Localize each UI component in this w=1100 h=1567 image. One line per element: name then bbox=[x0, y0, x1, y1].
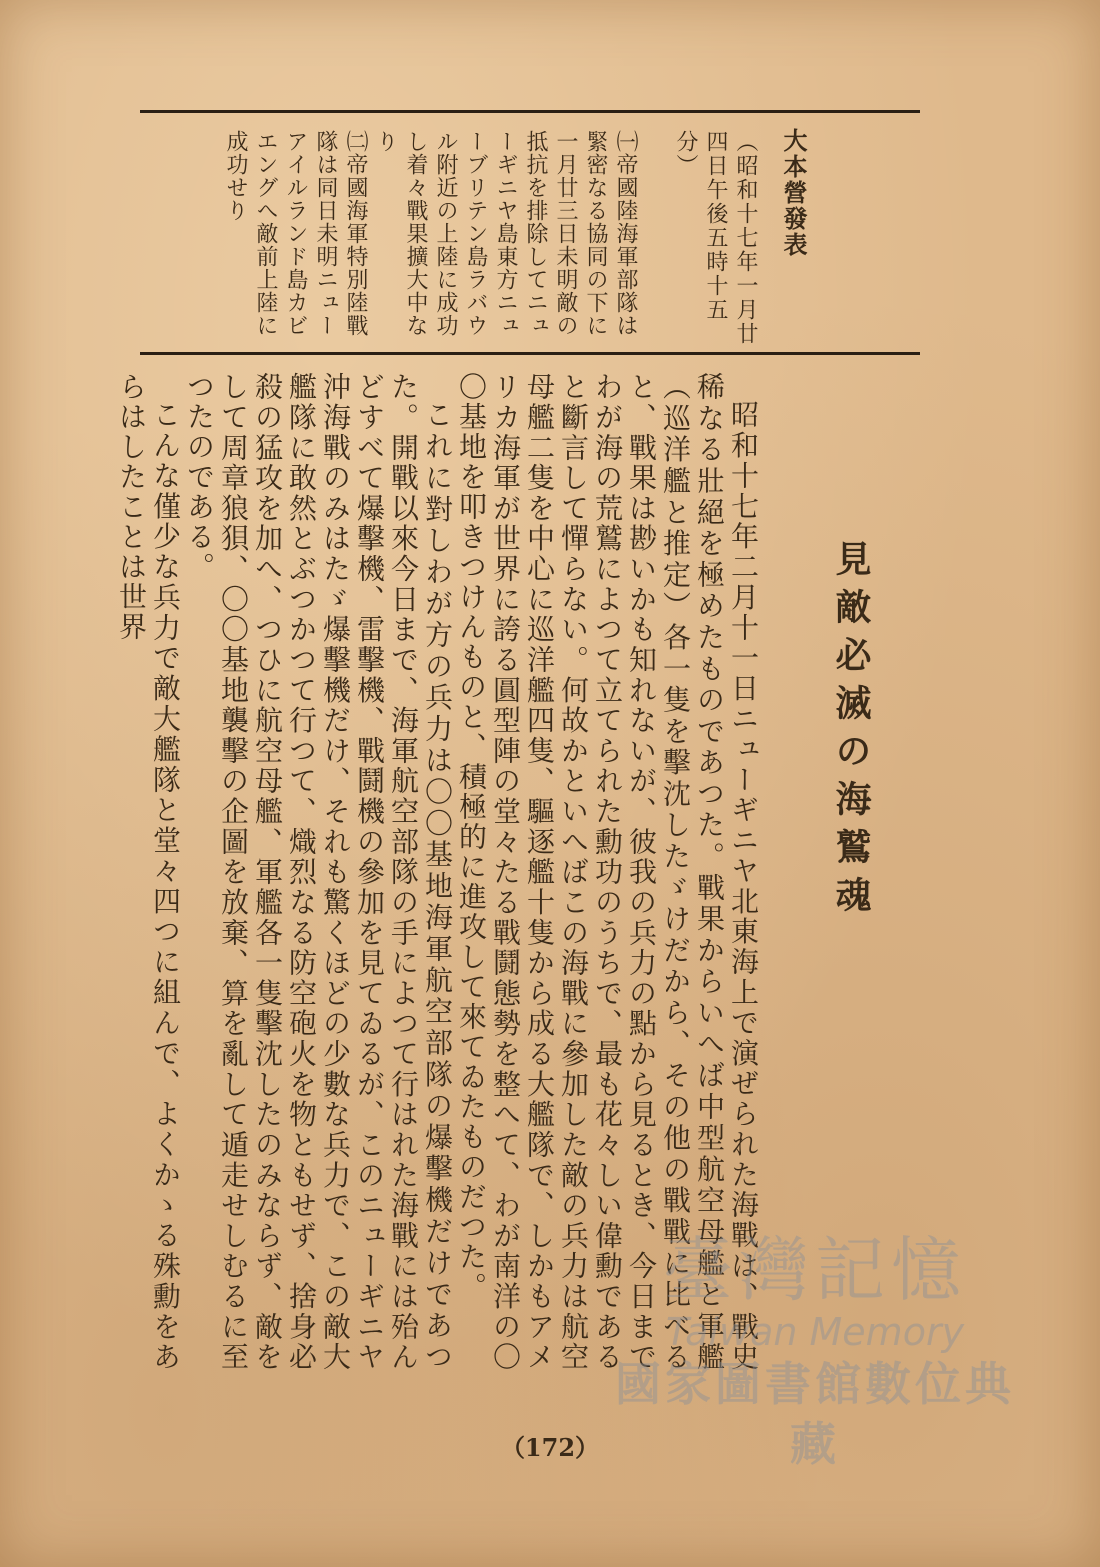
page-number: （172） bbox=[500, 1433, 600, 1462]
top-rule bbox=[140, 110, 920, 113]
announcement-date: （昭和十七年一月廿四日午後五時十五分） bbox=[673, 130, 758, 346]
announcement-item-1: ㈠帝國陸海軍部隊は緊密なる協同の下に一月廿三日未明敵の抵抗を排除してニューギニヤ島東方ニューブリテン島ラバウル附近の上陸に成功し着々戰果擴大中なり bbox=[373, 130, 638, 337]
paragraph: こんな僅少な兵力で敵大艦隊と堂々四つに組んで、よくかゝる殊勳をあらはしたことは世界 bbox=[115, 372, 182, 1372]
announcement-item-2: ㈡帝國海軍特別陸戰隊は同日未明ニューアイルランド島カビエングへ敵前上陸に成功せり bbox=[223, 130, 368, 337]
article-title: 見敵必滅の海鷲魂 bbox=[830, 540, 872, 924]
paragraph: 昭和十七年二月十一日ニューギニヤ北東海上で演ぜられた海戰は、戰史稀なる壯絕を極めたものであつた。戰果からいへば中型航空母艦と軍艦（巡洋艦と推定）各一隻を擊沈したゞけだから、その他の戰戰に比べると、戰果は尠いかも知れないが、彼我の兵力の點から見るとき、今日までわが海の荒鷲によつて立てられた勳功のうちで、最も花々しい偉勳であると斷言して憚らない。何故かといへばこの海戰に參加した敵の兵力は航空母艦二隻を中心に巡洋艦四隻、驅逐艦十隻から成る大艦隊で、しかもアメリカ海軍が世界に誇る圓型陣の堂々たる戰鬪態勢を整へて、わが南洋の〇〇基地を叩きつけんものと、積極的に進攻して來てゐたものだつた。 bbox=[455, 372, 760, 1373]
paragraph: これに對しわが方の兵力は〇〇基地海軍航空部隊の爆擊機だけであつた。開戰以來今日まで、海軍航空部隊の手によつて行はれた海戰には殆んどすべて爆擊機、雷擊機、戰鬪機の參加を見てゐるが、このニューギニヤ沖海戰のみはたゞ爆擊機だけ、それも驚くほどの少數な兵力で、この敵大艦隊に敢然とぶつかつて行つて、熾烈なる防空砲火を物ともせず、捨身必殺の猛攻を加へ、つひに航空母艦、軍艦各一隻擊沈したのみならず、敵をして周章狼狽、〇〇基地襲擊の企圖を放棄、算を亂して遁走せしむるに至つたのである。 bbox=[183, 372, 454, 1372]
watermark bbox=[600, 1229, 1030, 1471]
watermark-english: Taiwan Memory bbox=[665, 1310, 965, 1354]
announcement-heading: 大本營發表 bbox=[779, 128, 808, 258]
watermark-cjk: 臺灣記憶 bbox=[663, 1229, 967, 1311]
article-body bbox=[115, 372, 760, 1373]
announcement-body bbox=[180, 130, 640, 350]
watermark-library: 國家圖書館數位典藏 bbox=[615, 1357, 1015, 1471]
bottom-rule bbox=[140, 352, 920, 355]
